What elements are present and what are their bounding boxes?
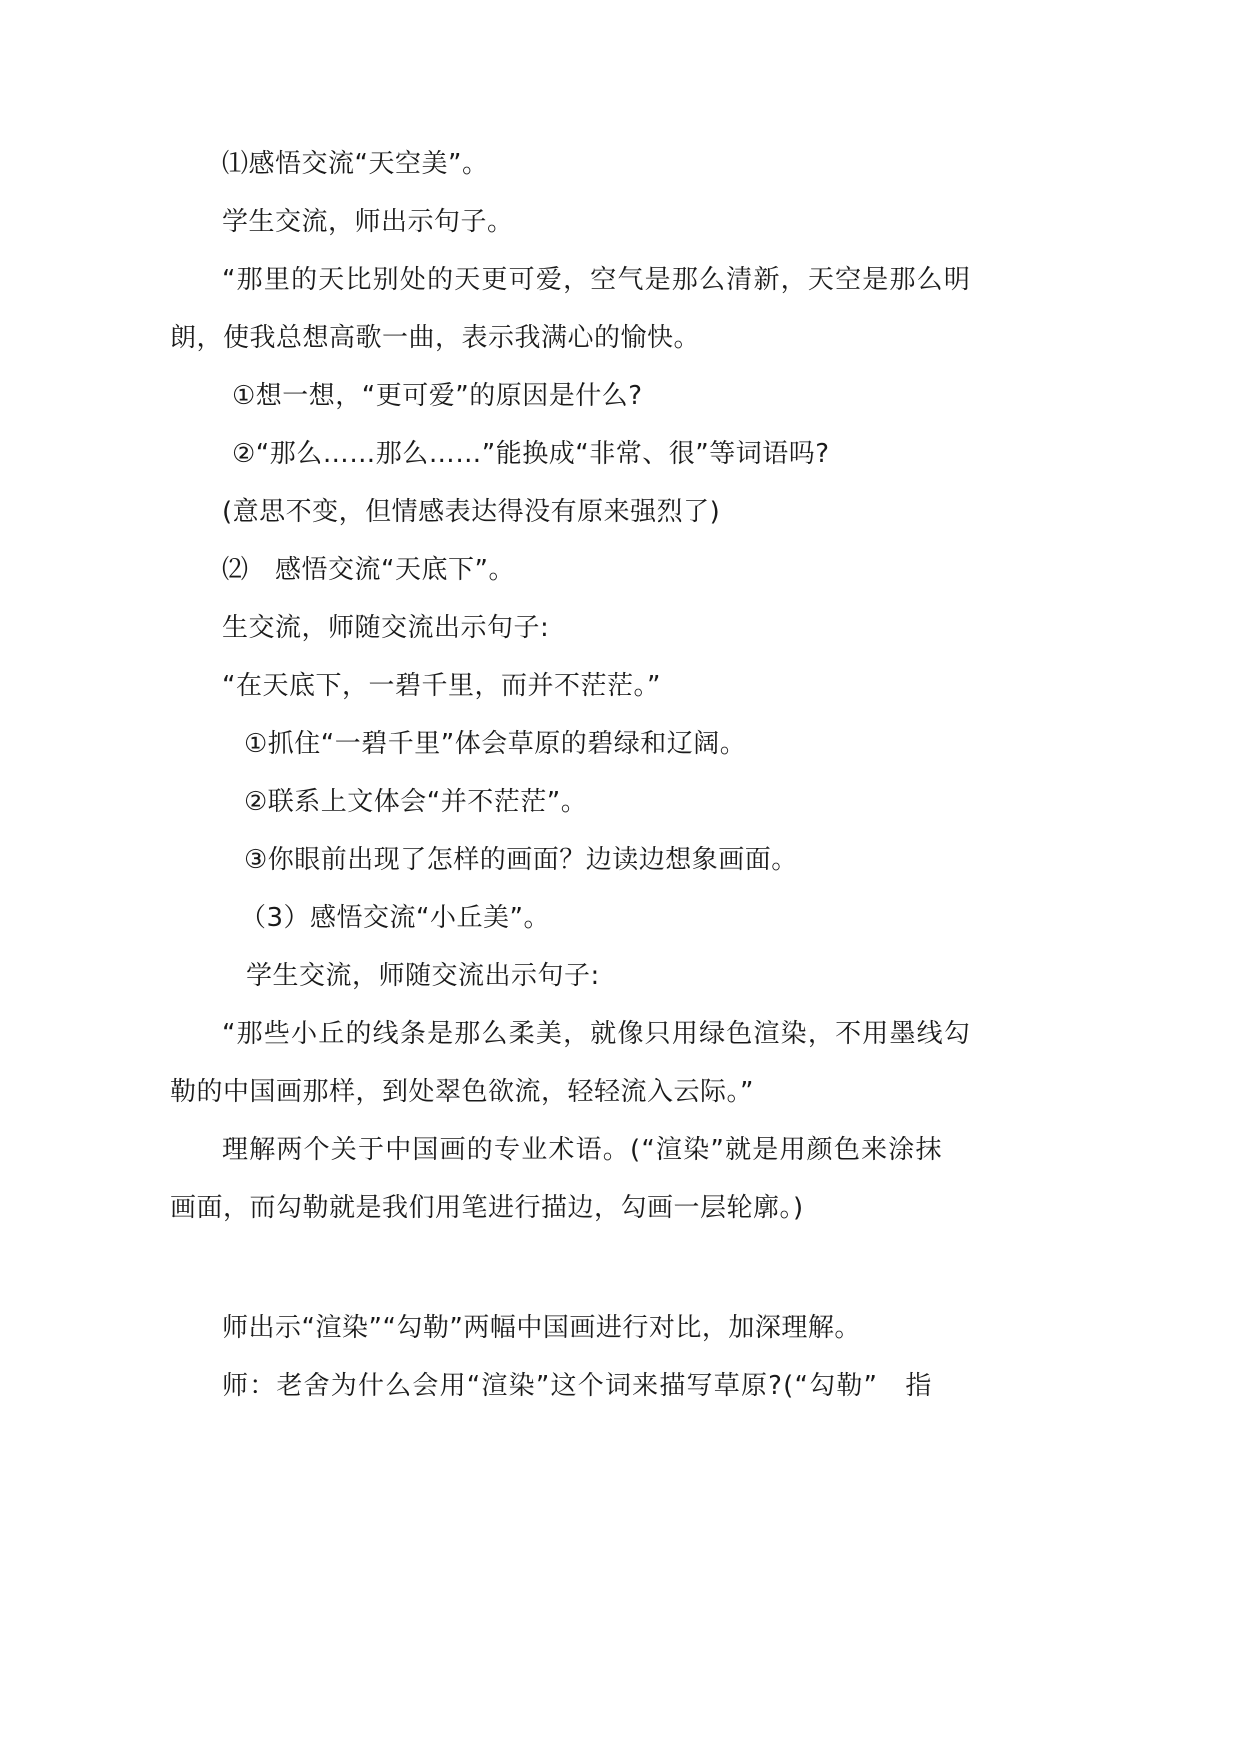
paragraph-line: 师出示“渲染”“勾勒”两幅中国画进行对比，加深理解。	[222, 1313, 861, 1343]
heading-sky: ⑴感悟交流“天空美”。	[222, 149, 489, 179]
paragraph-line: 学生交流，师出示句子。	[222, 207, 514, 237]
quote-line: 勒的中国画那样，到处翠色欲流，轻轻流入云际。”	[170, 1077, 754, 1107]
paragraph-line: (意思不变，但情感表达得没有原来强烈了)	[222, 497, 721, 527]
paragraph-line: 生交流，师随交流出示句子:	[222, 613, 550, 643]
question-item: ②“那么……那么……”能换成“非常、很”等词语吗?	[232, 439, 830, 469]
heading-under-sky: ⑵ 感悟交流“天底下”。	[222, 555, 515, 585]
paragraph-line: 画面，而勾勒就是我们用笔进行描边，勾画一层轮廓。)	[170, 1193, 804, 1223]
quote-line: “在天底下，一碧千里，而并不茫茫。”	[222, 671, 661, 701]
paragraph-line: 学生交流，师随交流出示句子:	[246, 961, 600, 991]
paragraph-line: 理解两个关于中国画的专业术语。(“渲染”就是用颜色来涂抹	[222, 1135, 943, 1165]
quote-line: “那里的天比别处的天更可爱，空气是那么清新，天空是那么明	[222, 265, 972, 295]
quote-line: 朗，使我总想高歌一曲，表示我满心的愉快。	[170, 323, 701, 353]
question-item: ①抓住“一碧千里”体会草原的碧绿和辽阔。	[244, 729, 747, 759]
question-item: ③你眼前出现了怎样的画面？边读边想象画面。	[244, 845, 798, 875]
quote-line: “那些小丘的线条是那么柔美，就像只用绿色渲染，不用墨线勾	[222, 1019, 972, 1049]
paragraph-line: 师：老舍为什么会用“渲染”这个词来描写草原?(“勾勒” 指	[222, 1371, 933, 1401]
question-item: ②联系上文体会“并不茫茫”。	[244, 787, 588, 817]
question-item: ①想一想，“更可爱”的原因是什么?	[232, 381, 643, 411]
heading-hills: （3）感悟交流“小丘美”。	[240, 903, 550, 933]
